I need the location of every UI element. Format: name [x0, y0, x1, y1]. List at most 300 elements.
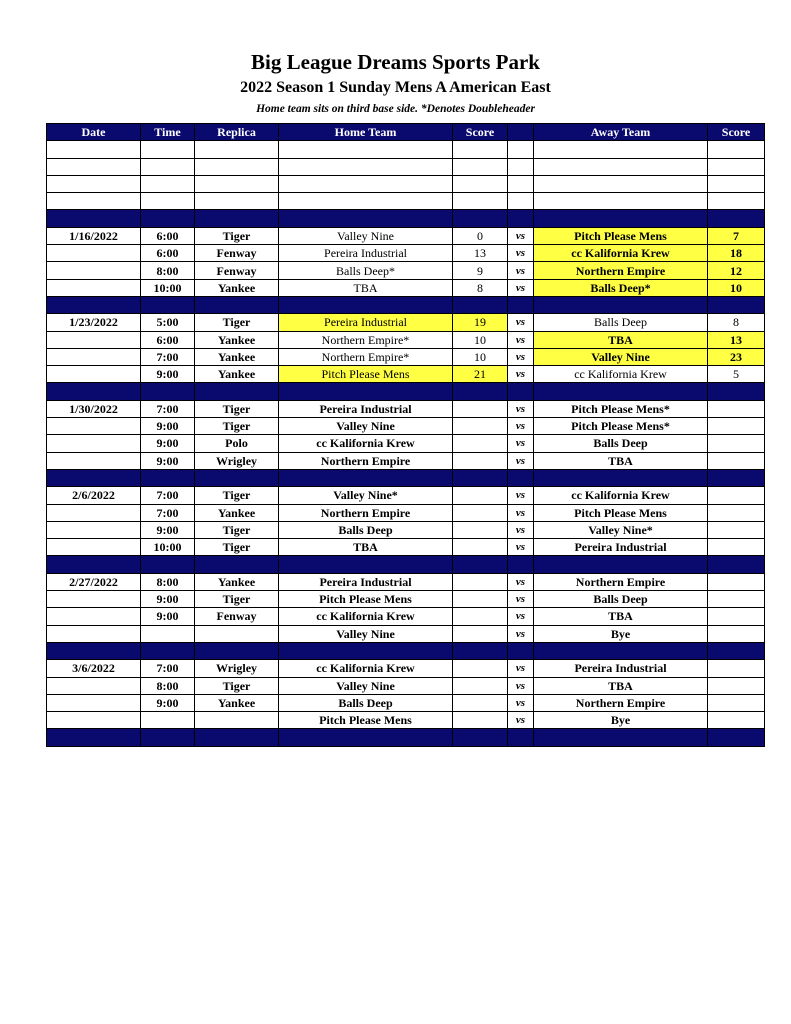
- time-cell: 9:00: [141, 366, 195, 383]
- vs-cell: vs: [508, 694, 534, 711]
- home-score-cell: 9: [453, 262, 508, 279]
- separator-cell: [534, 729, 708, 746]
- time-cell: [141, 625, 195, 642]
- separator-cell: [279, 556, 453, 573]
- away-team-cell: TBA: [534, 677, 708, 694]
- time-cell: 9:00: [141, 521, 195, 538]
- away-team-cell: Bye: [534, 712, 708, 729]
- blank-cell: [279, 175, 453, 192]
- separator-cell: [453, 642, 508, 659]
- away-team-cell: Northern Empire: [534, 694, 708, 711]
- separator-cell: [279, 642, 453, 659]
- replica-cell: Tiger: [195, 400, 279, 417]
- vs-cell: vs: [508, 591, 534, 608]
- replica-cell: Tiger: [195, 539, 279, 556]
- blank-cell: [47, 141, 141, 158]
- away-score-cell: 23: [708, 348, 765, 365]
- home-team-cell: Pereira Industrial: [279, 314, 453, 331]
- blank-row: [47, 141, 765, 158]
- time-cell: 8:00: [141, 677, 195, 694]
- blank-cell: [708, 141, 765, 158]
- vs-cell: vs: [508, 539, 534, 556]
- away-score-cell: 7: [708, 227, 765, 244]
- away-score-cell: [708, 573, 765, 590]
- blank-cell: [508, 141, 534, 158]
- replica-cell: Fenway: [195, 262, 279, 279]
- schedule-body: [47, 141, 765, 746]
- vs-cell: vs: [508, 487, 534, 504]
- away-team-cell: cc Kalifornia Krew: [534, 245, 708, 262]
- separator-cell: [508, 642, 534, 659]
- home-score-cell: 8: [453, 279, 508, 296]
- away-score-cell: 5: [708, 366, 765, 383]
- blank-row: [47, 193, 765, 210]
- home-team-cell: Valley Nine: [279, 677, 453, 694]
- separator-cell: [508, 296, 534, 313]
- away-score-cell: [708, 487, 765, 504]
- separator-cell: [453, 296, 508, 313]
- away-team-cell: TBA: [534, 608, 708, 625]
- game-row: [47, 348, 765, 365]
- separator-row: [47, 296, 765, 313]
- away-team-cell: Pitch Please Mens*: [534, 418, 708, 435]
- date-cell: [47, 245, 141, 262]
- date-cell: [47, 521, 141, 538]
- replica-cell: [195, 625, 279, 642]
- blank-cell: [453, 141, 508, 158]
- separator-cell: [708, 556, 765, 573]
- date-cell: [47, 452, 141, 469]
- home-team-cell: Balls Deep*: [279, 262, 453, 279]
- replica-cell: Yankee: [195, 573, 279, 590]
- home-team-cell: Northern Empire*: [279, 331, 453, 348]
- blank-cell: [453, 193, 508, 210]
- time-cell: 9:00: [141, 608, 195, 625]
- separator-row: [47, 210, 765, 227]
- time-cell: 5:00: [141, 314, 195, 331]
- vs-cell: vs: [508, 712, 534, 729]
- blank-cell: [141, 175, 195, 192]
- away-score-cell: [708, 694, 765, 711]
- date-cell: [47, 348, 141, 365]
- away-score-cell: [708, 521, 765, 538]
- separator-cell: [708, 210, 765, 227]
- time-cell: 6:00: [141, 227, 195, 244]
- separator-cell: [195, 383, 279, 400]
- time-cell: 9:00: [141, 694, 195, 711]
- replica-cell: Tiger: [195, 521, 279, 538]
- separator-cell: [708, 383, 765, 400]
- date-cell: [47, 694, 141, 711]
- time-cell: 7:00: [141, 504, 195, 521]
- home-score-cell: [453, 712, 508, 729]
- away-team-cell: Pitch Please Mens: [534, 227, 708, 244]
- blank-cell: [453, 158, 508, 175]
- date-cell: 1/30/2022: [47, 400, 141, 417]
- away-team-cell: Balls Deep*: [534, 279, 708, 296]
- separator-cell: [708, 469, 765, 486]
- away-score-cell: [708, 677, 765, 694]
- home-team-cell: TBA: [279, 279, 453, 296]
- blank-row: [47, 175, 765, 192]
- home-score-cell: 19: [453, 314, 508, 331]
- col-time: Time: [141, 124, 195, 141]
- game-row: [47, 712, 765, 729]
- separator-cell: [508, 556, 534, 573]
- blank-cell: [279, 193, 453, 210]
- separator-cell: [534, 296, 708, 313]
- separator-cell: [708, 642, 765, 659]
- date-cell: [47, 539, 141, 556]
- replica-cell: Yankee: [195, 366, 279, 383]
- vs-cell: vs: [508, 279, 534, 296]
- home-team-cell: TBA: [279, 539, 453, 556]
- time-cell: 7:00: [141, 348, 195, 365]
- date-cell: 2/27/2022: [47, 573, 141, 590]
- away-team-cell: Northern Empire: [534, 573, 708, 590]
- time-cell: 9:00: [141, 452, 195, 469]
- time-cell: 7:00: [141, 660, 195, 677]
- game-row: [47, 314, 765, 331]
- separator-cell: [534, 383, 708, 400]
- home-team-cell: Pereira Industrial: [279, 400, 453, 417]
- blank-cell: [47, 193, 141, 210]
- time-cell: 8:00: [141, 262, 195, 279]
- away-score-cell: [708, 712, 765, 729]
- blank-cell: [195, 175, 279, 192]
- time-cell: 6:00: [141, 331, 195, 348]
- schedule-table: [46, 123, 765, 747]
- col-home-team: Home Team: [279, 124, 453, 141]
- col-date: Date: [47, 124, 141, 141]
- vs-cell: vs: [508, 435, 534, 452]
- home-score-cell: [453, 539, 508, 556]
- page-title: Big League Dreams Sports Park: [251, 50, 540, 74]
- home-score-cell: [453, 487, 508, 504]
- separator-cell: [279, 210, 453, 227]
- game-row: [47, 331, 765, 348]
- time-cell: 9:00: [141, 435, 195, 452]
- game-row: [47, 452, 765, 469]
- away-team-cell: Pitch Please Mens: [534, 504, 708, 521]
- blank-cell: [708, 175, 765, 192]
- separator-cell: [195, 642, 279, 659]
- separator-cell: [508, 469, 534, 486]
- away-team-cell: Valley Nine: [534, 348, 708, 365]
- home-team-cell: cc Kalifornia Krew: [279, 608, 453, 625]
- separator-cell: [453, 556, 508, 573]
- blank-cell: [279, 158, 453, 175]
- date-cell: [47, 712, 141, 729]
- vs-cell: vs: [508, 608, 534, 625]
- separator-cell: [453, 469, 508, 486]
- time-cell: 9:00: [141, 418, 195, 435]
- separator-cell: [534, 210, 708, 227]
- blank-cell: [534, 158, 708, 175]
- col-away-score: Score: [708, 124, 765, 141]
- home-score-cell: [453, 660, 508, 677]
- separator-cell: [47, 729, 141, 746]
- replica-cell: Tiger: [195, 487, 279, 504]
- time-cell: 7:00: [141, 400, 195, 417]
- separator-cell: [508, 729, 534, 746]
- home-score-cell: 21: [453, 366, 508, 383]
- home-score-cell: [453, 694, 508, 711]
- home-score-cell: 10: [453, 331, 508, 348]
- home-team-cell: Valley Nine: [279, 625, 453, 642]
- vs-cell: vs: [508, 348, 534, 365]
- vs-cell: vs: [508, 245, 534, 262]
- separator-cell: [47, 210, 141, 227]
- separator-cell: [47, 556, 141, 573]
- game-row: [47, 487, 765, 504]
- away-team-cell: Balls Deep: [534, 435, 708, 452]
- game-row: [47, 227, 765, 244]
- separator-cell: [47, 383, 141, 400]
- blank-cell: [195, 158, 279, 175]
- game-row: [47, 608, 765, 625]
- col-away-team: Away Team: [534, 124, 708, 141]
- col-home-score: Score: [453, 124, 508, 141]
- date-cell: [47, 279, 141, 296]
- blank-cell: [508, 158, 534, 175]
- time-cell: 8:00: [141, 573, 195, 590]
- vs-cell: vs: [508, 521, 534, 538]
- away-team-cell: Pereira Industrial: [534, 660, 708, 677]
- separator-cell: [534, 556, 708, 573]
- date-cell: 1/23/2022: [47, 314, 141, 331]
- blank-cell: [534, 193, 708, 210]
- separator-cell: [141, 383, 195, 400]
- game-row: [47, 504, 765, 521]
- away-team-cell: Pereira Industrial: [534, 539, 708, 556]
- game-row: [47, 591, 765, 608]
- separator-cell: [279, 296, 453, 313]
- replica-cell: Polo: [195, 435, 279, 452]
- home-team-cell: Balls Deep: [279, 694, 453, 711]
- header-row: [47, 124, 765, 141]
- game-row: [47, 418, 765, 435]
- blank-row: [47, 158, 765, 175]
- separator-cell: [708, 729, 765, 746]
- separator-cell: [534, 642, 708, 659]
- date-cell: [47, 677, 141, 694]
- replica-cell: Yankee: [195, 504, 279, 521]
- time-cell: 9:00: [141, 591, 195, 608]
- home-score-cell: [453, 452, 508, 469]
- away-team-cell: TBA: [534, 331, 708, 348]
- away-score-cell: [708, 435, 765, 452]
- separator-cell: [47, 469, 141, 486]
- away-score-cell: 13: [708, 331, 765, 348]
- away-score-cell: 10: [708, 279, 765, 296]
- game-row: [47, 366, 765, 383]
- replica-cell: Fenway: [195, 245, 279, 262]
- away-score-cell: 18: [708, 245, 765, 262]
- date-cell: [47, 366, 141, 383]
- game-row: [47, 539, 765, 556]
- away-score-cell: [708, 591, 765, 608]
- home-team-cell: Pitch Please Mens: [279, 712, 453, 729]
- date-cell: [47, 418, 141, 435]
- date-cell: 1/16/2022: [47, 227, 141, 244]
- separator-cell: [508, 210, 534, 227]
- vs-cell: vs: [508, 314, 534, 331]
- separator-cell: [195, 729, 279, 746]
- date-cell: 3/6/2022: [47, 660, 141, 677]
- vs-cell: vs: [508, 504, 534, 521]
- separator-row: [47, 383, 765, 400]
- away-team-cell: Balls Deep: [534, 591, 708, 608]
- time-cell: 7:00: [141, 487, 195, 504]
- separator-cell: [47, 296, 141, 313]
- date-cell: [47, 591, 141, 608]
- home-team-cell: cc Kalifornia Krew: [279, 660, 453, 677]
- home-team-cell: Balls Deep: [279, 521, 453, 538]
- separator-cell: [279, 469, 453, 486]
- away-score-cell: [708, 400, 765, 417]
- separator-cell: [453, 210, 508, 227]
- away-team-cell: Bye: [534, 625, 708, 642]
- game-row: [47, 677, 765, 694]
- game-row: [47, 660, 765, 677]
- away-team-cell: cc Kalifornia Krew: [534, 366, 708, 383]
- away-team-cell: Balls Deep: [534, 314, 708, 331]
- home-team-cell: Pereira Industrial: [279, 573, 453, 590]
- home-score-cell: [453, 573, 508, 590]
- game-row: [47, 279, 765, 296]
- game-row: [47, 521, 765, 538]
- replica-cell: [195, 712, 279, 729]
- away-score-cell: [708, 418, 765, 435]
- vs-cell: vs: [508, 452, 534, 469]
- game-row: [47, 694, 765, 711]
- game-row: [47, 435, 765, 452]
- replica-cell: Tiger: [195, 677, 279, 694]
- away-score-cell: [708, 608, 765, 625]
- home-team-cell: Northern Empire: [279, 452, 453, 469]
- separator-cell: [453, 729, 508, 746]
- vs-cell: vs: [508, 418, 534, 435]
- away-team-cell: TBA: [534, 452, 708, 469]
- blank-cell: [534, 175, 708, 192]
- replica-cell: Yankee: [195, 279, 279, 296]
- home-score-cell: [453, 418, 508, 435]
- vs-cell: vs: [508, 262, 534, 279]
- game-row: [47, 262, 765, 279]
- game-row: [47, 400, 765, 417]
- replica-cell: Wrigley: [195, 660, 279, 677]
- away-score-cell: [708, 625, 765, 642]
- home-team-cell: Northern Empire*: [279, 348, 453, 365]
- date-cell: [47, 262, 141, 279]
- vs-cell: vs: [508, 227, 534, 244]
- home-score-cell: [453, 677, 508, 694]
- home-team-cell: Valley Nine: [279, 418, 453, 435]
- away-team-cell: cc Kalifornia Krew: [534, 487, 708, 504]
- home-team-cell: Valley Nine: [279, 227, 453, 244]
- game-row: [47, 245, 765, 262]
- away-score-cell: [708, 504, 765, 521]
- home-team-cell: Pereira Industrial: [279, 245, 453, 262]
- replica-cell: Yankee: [195, 331, 279, 348]
- separator-cell: [195, 210, 279, 227]
- replica-cell: Yankee: [195, 694, 279, 711]
- away-score-cell: [708, 452, 765, 469]
- replica-cell: Tiger: [195, 591, 279, 608]
- separator-row: [47, 729, 765, 746]
- blank-cell: [279, 141, 453, 158]
- blank-cell: [141, 193, 195, 210]
- away-team-cell: Northern Empire: [534, 262, 708, 279]
- blank-cell: [141, 141, 195, 158]
- col-replica: Replica: [195, 124, 279, 141]
- home-team-cell: Valley Nine*: [279, 487, 453, 504]
- date-cell: [47, 331, 141, 348]
- home-score-cell: 13: [453, 245, 508, 262]
- blank-cell: [47, 175, 141, 192]
- date-cell: [47, 435, 141, 452]
- game-row: [47, 625, 765, 642]
- separator-cell: [279, 729, 453, 746]
- blank-cell: [195, 193, 279, 210]
- separator-row: [47, 469, 765, 486]
- separator-cell: [141, 469, 195, 486]
- time-cell: [141, 712, 195, 729]
- home-team-cell: Northern Empire: [279, 504, 453, 521]
- separator-row: [47, 556, 765, 573]
- away-score-cell: 8: [708, 314, 765, 331]
- blank-cell: [141, 158, 195, 175]
- away-team-cell: Pitch Please Mens*: [534, 400, 708, 417]
- vs-cell: vs: [508, 660, 534, 677]
- home-score-cell: [453, 625, 508, 642]
- vs-cell: vs: [508, 366, 534, 383]
- separator-cell: [279, 383, 453, 400]
- replica-cell: Tiger: [195, 418, 279, 435]
- home-score-cell: [453, 591, 508, 608]
- home-score-cell: [453, 400, 508, 417]
- replica-cell: Tiger: [195, 314, 279, 331]
- separator-cell: [141, 296, 195, 313]
- time-cell: 10:00: [141, 539, 195, 556]
- blank-cell: [508, 193, 534, 210]
- separator-cell: [141, 729, 195, 746]
- away-score-cell: [708, 660, 765, 677]
- date-cell: [47, 504, 141, 521]
- game-row: [47, 573, 765, 590]
- separator-cell: [195, 469, 279, 486]
- date-cell: [47, 625, 141, 642]
- vs-cell: vs: [508, 625, 534, 642]
- home-team-cell: Pitch Please Mens: [279, 591, 453, 608]
- separator-cell: [195, 556, 279, 573]
- separator-cell: [141, 642, 195, 659]
- replica-cell: Tiger: [195, 227, 279, 244]
- separator-cell: [141, 556, 195, 573]
- blank-cell: [453, 175, 508, 192]
- separator-cell: [453, 383, 508, 400]
- blank-cell: [534, 141, 708, 158]
- home-score-cell: [453, 608, 508, 625]
- vs-cell: vs: [508, 400, 534, 417]
- page-note: Home team sits on third base side. *Denotes Doubleheader: [256, 103, 535, 115]
- blank-cell: [708, 193, 765, 210]
- home-team-cell: Pitch Please Mens: [279, 366, 453, 383]
- replica-cell: Fenway: [195, 608, 279, 625]
- home-team-cell: cc Kalifornia Krew: [279, 435, 453, 452]
- date-cell: [47, 608, 141, 625]
